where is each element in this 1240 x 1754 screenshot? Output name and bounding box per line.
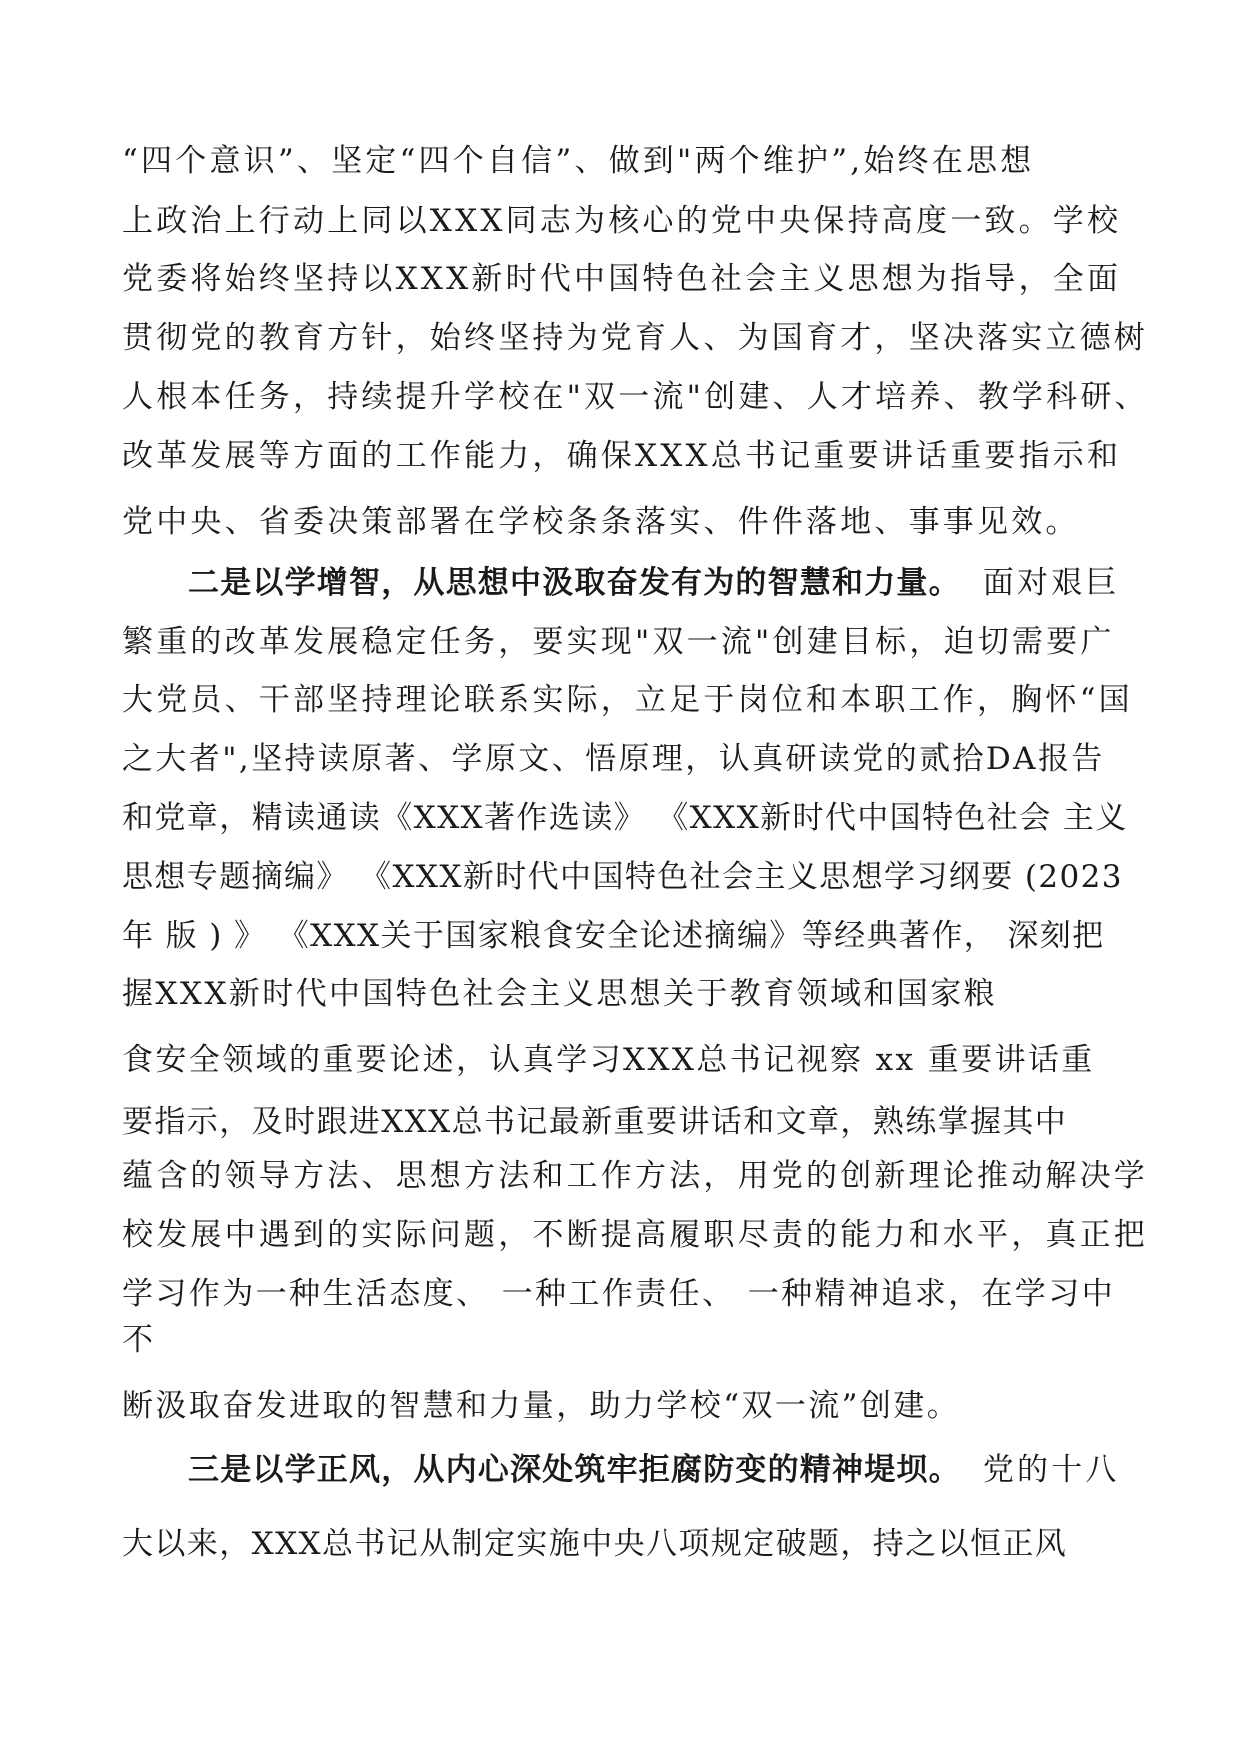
text-line: 上政治上行动上同以XXX同志为核心的党中央保持高度一致。学校 (122, 203, 1122, 239)
text-line: 和党章，精读通读《XXX著作选读》 《XXX新时代中国特色社会 主义 (122, 800, 1128, 836)
heading-tail-text: 党的十八 (982, 1452, 1120, 1488)
text-line: 思想专题摘编》 《XXX新时代中国特色社会主义思想学习纲要 (2023 (122, 859, 1123, 895)
section-heading: 二是以学增智，从思想中汲取奋发有为的智慧和力量。 (188, 565, 961, 601)
text-line: 改革发展等方面的工作能力，确保XXX总书记重要讲话重要指示和 (122, 438, 1122, 474)
heading-tail-text: 面对艰巨 (982, 565, 1120, 601)
text-line: 大以来，XXX总书记从制定实施中央八项规定破题，持之以恒正风 (122, 1526, 1068, 1562)
text-line: 大党员、干部坚持理论联系实际，立足于岗位和本职工作，胸怀“国 (122, 682, 1133, 718)
text-line: 要指示，及时跟进XXX总书记最新重要讲话和文章，熟练掌握其中 (122, 1104, 1068, 1140)
text-line: 党中央、省委决策部署在学校条条落实、件件落地、事事见效。 (122, 504, 1080, 540)
section-heading-line (188, 1440, 1208, 1500)
text-line: 党委将始终坚持以XXX新时代中国特色社会主义思想为指导，全面 (122, 261, 1122, 297)
text-line: 断汲取奋发进取的智慧和力量，助力学校“双一流”创建。 (122, 1388, 961, 1424)
section-heading-line (188, 553, 1208, 613)
text-line: “四个意识”、坚定“四个自信”、做到"两个维护”,始终在思想 (122, 143, 1035, 179)
text-line: 之大者",坚持读原著、学原文、悟原理，认真研读党的贰拾DA报告 (122, 741, 1105, 777)
text-line: 繁重的改革发展稳定任务，要实现"双一流"创建目标，迫切需要广 (122, 624, 1115, 660)
text-line: 握XXX新时代中国特色社会主义思想关于教育领域和国家粮 (122, 976, 998, 1012)
text-line: 学习作为一种生活态度、 一种工作责任、 一种精神追求，在学习中 (122, 1276, 1116, 1312)
text-line: 年 版 ) 》 《XXX关于国家粮食安全论述摘编》等经典著作， 深刻把 (122, 918, 1105, 954)
text-line: 蕴含的领导方法、思想方法和工作方法，用党的创新理论推动解决学 (122, 1158, 1148, 1194)
text-line: 不 (122, 1322, 157, 1358)
section-heading: 三是以学正风，从内心深处筑牢拒腐防变的精神堤坝。 (188, 1452, 961, 1488)
text-line: 贯彻党的教育方针，始终坚持为党育人、为国育才，坚决落实立德树 (122, 320, 1148, 356)
text-line: 校发展中遇到的实际问题，不断提高履职尽责的能力和水平，真正把 (122, 1217, 1148, 1253)
text-line: 人根本任务，持续提升学校在"双一流"创建、人才培养、教学科研、 (122, 379, 1149, 415)
text-line: 食安全领域的重要论述，认真学习XXX总书记视察 xx 重要讲话重 (122, 1042, 1095, 1078)
